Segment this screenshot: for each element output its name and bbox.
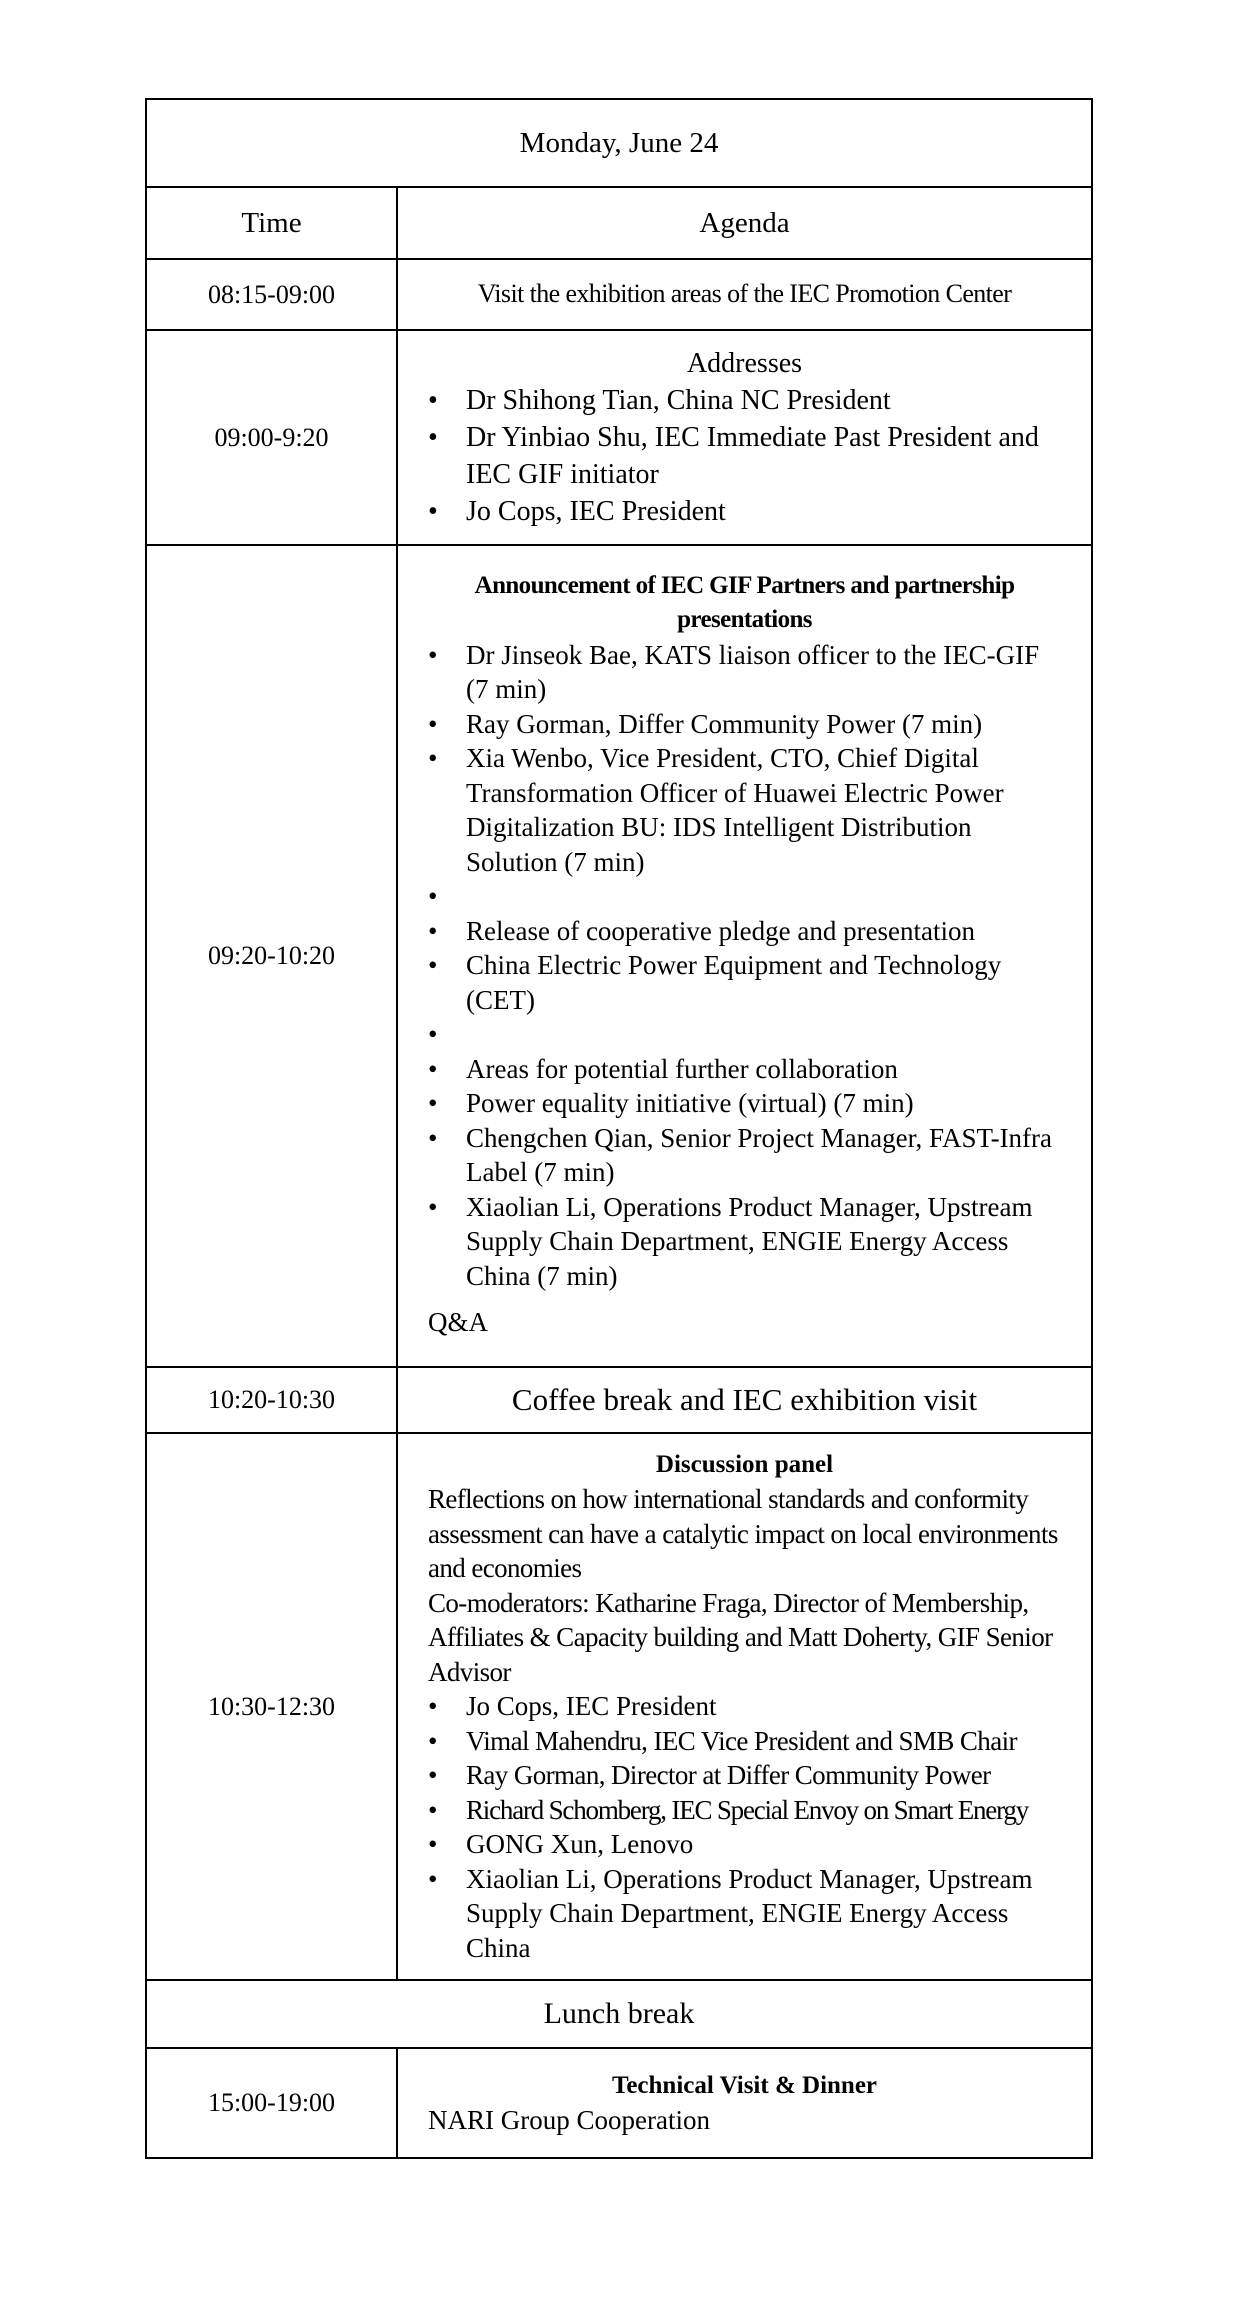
list-item: • Xia Wenbo, Vice President, CTO, Chief Digital Transformation Officer of Huawei Electric Power Digitalization BU: IDS Intelligent Distribution Solution (7 min) [428, 743, 1004, 877]
list-item: • Ray Gorman, Differ Community Power (7 min) [428, 707, 1061, 742]
time-slot: 09:20-10:20 [146, 545, 397, 1367]
break-label: Coffee break and IEC exhibition visit [511, 1381, 978, 1417]
list-item: • Dr Jinseok Bae, KATS liaison officer to the IEC-GIF (7 min) [428, 639, 1040, 704]
table-row [146, 545, 1092, 1367]
bullet-icon: • [428, 385, 438, 416]
list-item: • Chengchen Qian, Senior Project Manager, FAST-Infra Label (7 min) [428, 1122, 1053, 1187]
list-item: • Xiaolian Li, Operations Product Manager, Upstream Supply Chain Department, ENGIE Energy Access China (7 min) [428, 1191, 1033, 1291]
list-item: • Power equality initiative (virtual) (7 min) [428, 1086, 1061, 1121]
panel-moderators: Co-moderators: Katharine Fraga, Director of Membership, Affiliates & Capacity building and Matt Doherty, GIF Senior Advisor [428, 1587, 1053, 1687]
agenda-item [397, 1433, 1092, 1980]
table-row [146, 1367, 1092, 1433]
bullet-icon: • [428, 1019, 438, 1049]
agenda-text: NARI Group Cooperation [428, 2105, 710, 2135]
list-item: • Dr Yinbiao Shu, IEC Immediate Past President and IEC GIF initiator [428, 419, 1061, 493]
time-slot: 10:30-12:30 [146, 1433, 397, 1980]
time-slot: 09:00-9:20 [146, 330, 397, 545]
qa-label: Q&A [428, 1307, 488, 1337]
agenda-item [397, 545, 1092, 1367]
bullet-icon: • [428, 496, 438, 527]
table-row [146, 2048, 1092, 2158]
section-heading: Addresses [686, 348, 803, 379]
bullet-icon: • [428, 1691, 438, 1722]
list-item-empty [428, 1017, 1061, 1052]
speaker-list [428, 382, 1061, 530]
agenda-item [397, 330, 1092, 545]
list-item-empty [428, 879, 1061, 914]
bullet-icon: • [428, 1088, 438, 1118]
bullet-icon: • [428, 1122, 438, 1153]
bullet-icon: • [428, 708, 438, 739]
list-item: • Xiaolian Li, Operations Product Manager, Upstream Supply Chain Department, ENGIE Energy Access China [428, 1863, 1033, 1963]
lunch-break-label: Lunch break [146, 1980, 1092, 2048]
panelist-list [428, 1689, 1061, 1965]
list-item: • GONG Xun, Lenovo [428, 1827, 1061, 1862]
time-column-header: Time [146, 187, 397, 259]
list-item: • Jo Cops, IEC President [428, 493, 1061, 530]
bullet-icon: • [428, 1053, 438, 1084]
agenda-item [397, 259, 1092, 330]
section-heading: Discussion panel [655, 1450, 834, 1478]
header-row [146, 187, 1092, 259]
bullet-icon: • [428, 881, 438, 911]
agenda-table [145, 98, 1093, 2159]
bullet-icon: • [428, 1725, 437, 1756]
bullet-icon: • [428, 1863, 438, 1894]
list-item: • Vimal Mahendru, IEC Vice President and SMB Chair [428, 1724, 1061, 1759]
list-item: • China Electric Power Equipment and Technology (CET) [428, 950, 1002, 1015]
list-item: • Release of cooperative pledge and presentation [428, 914, 1061, 949]
bullet-icon: • [428, 1794, 437, 1825]
agenda-text: Visit the exhibition areas of the IEC Promotion Center [477, 279, 1012, 309]
section-heading: Announcement of IEC GIF Partners and partnership presentations [474, 571, 1015, 633]
time-slot: 08:15-09:00 [146, 259, 397, 330]
bullet-icon: • [428, 1760, 437, 1791]
bullet-icon: • [428, 422, 438, 453]
bullet-icon: • [428, 1191, 438, 1222]
panel-description: Reflections on how international standards and conformity assessment can have a catalytic impact on local environments and economies [428, 1484, 1058, 1584]
table-row [146, 259, 1092, 330]
title-row [146, 99, 1092, 187]
agenda-item [397, 2048, 1092, 2158]
bullet-icon: • [428, 639, 438, 670]
time-slot: 10:20-10:30 [146, 1367, 397, 1433]
list-item: • Dr Shihong Tian, China NC President [428, 382, 1061, 419]
bullet-icon: • [428, 950, 438, 980]
bullet-icon: • [428, 1829, 438, 1860]
table-row [146, 1980, 1092, 2048]
day-title: Monday, June 24 [146, 99, 1092, 187]
section-heading: Technical Visit & Dinner [611, 2071, 878, 2099]
table-row [146, 330, 1092, 545]
table-row [146, 1433, 1092, 1980]
bullet-icon: • [428, 743, 438, 773]
bullet-icon: • [428, 915, 438, 946]
list-item: • Jo Cops, IEC President [428, 1689, 1061, 1724]
agenda-item [397, 1367, 1092, 1433]
list-item: • Areas for potential further collaboration [428, 1052, 1061, 1087]
agenda-column-header: Agenda [397, 187, 1092, 259]
list-item: • Richard Schomberg, IEC Special Envoy on Smart Energy [428, 1793, 1061, 1828]
list-item: • Ray Gorman, Director at Differ Community Power [428, 1758, 1061, 1793]
time-slot: 15:00-19:00 [146, 2048, 397, 2158]
presentation-list [428, 638, 1061, 1294]
